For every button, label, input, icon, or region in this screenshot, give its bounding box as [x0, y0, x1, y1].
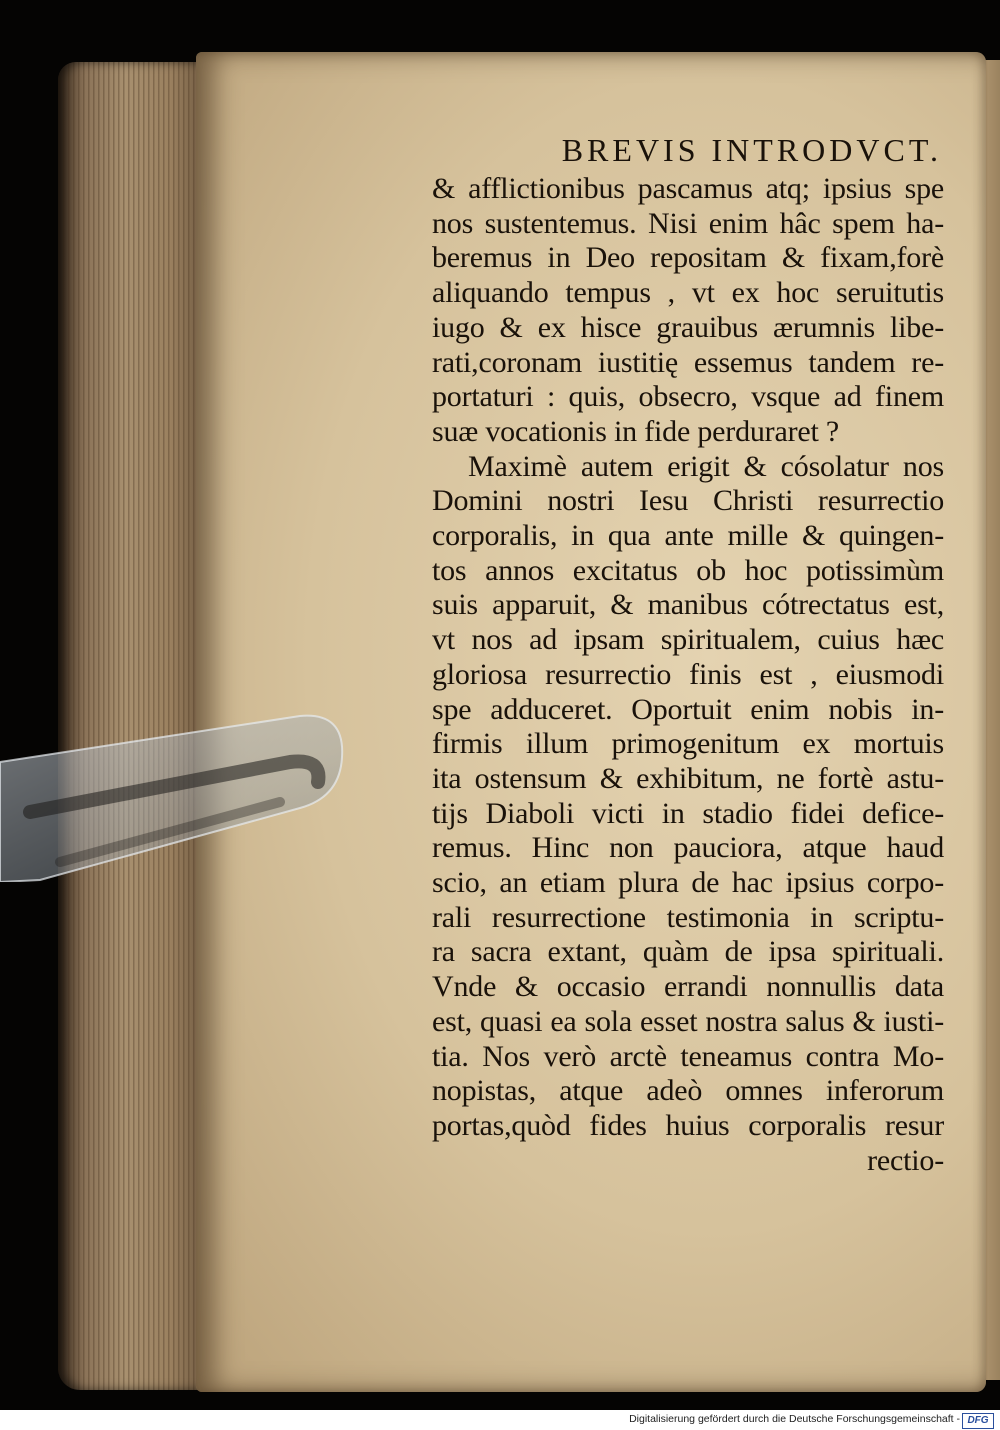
text-line: aliquando tempus , vt ex hoc seruitutis: [432, 276, 944, 310]
text-line: scio, an etiam plura de hac ipsius corpo-: [432, 866, 944, 900]
text-line: tos annos excitatus ob hoc potissimùm: [432, 553, 944, 587]
dfg-logo-icon: DFG: [962, 1413, 994, 1429]
text-line: est, quasi ea sola esset nostra salus & iusti-: [432, 1004, 944, 1038]
text-line: tijs Diaboli victi in stadio fidei defice-: [432, 796, 944, 830]
page-clip-image: [0, 712, 345, 882]
running-head: BREVIS INTRODVCT.: [561, 132, 942, 168]
page-text: [432, 128, 944, 1178]
text-line: ita ostensum & exhibitum, ne fortè astu-: [432, 761, 944, 795]
text-line: Vnde & occasio errandi nonnullis data: [432, 970, 944, 1004]
text-line: gloriosa resurrectio finis est , eiusmodi: [432, 657, 944, 691]
text-line: Domini nostri Iesu Christi resurrectio: [432, 484, 944, 518]
text-line: ra sacra extant, quàm de ipsa spirituali.: [432, 935, 944, 969]
text-line: beremus in Deo repositam & fixam,forè: [432, 241, 944, 275]
text-line: iugo & ex hisce grauibus ærumnis libe-: [432, 310, 944, 344]
text-line: tia. Nos verò arctè teneamus contra Mo-: [432, 1039, 944, 1073]
text-line: spe adduceret. Oportuit enim nobis in-: [432, 692, 944, 726]
footer-bar: [0, 1410, 1000, 1430]
text-line: nopistas, atque adeò omnes inferorum: [432, 1074, 944, 1108]
text-line: nos sustentemus. Nisi enim hâc spem ha-: [432, 206, 944, 240]
text-line: portaturi : quis, obsecro, vsque ad finem: [432, 380, 944, 414]
text-line: corporalis, in qua ante mille & quingen-: [432, 519, 944, 553]
text-line: rati,coronam iustitię essemus tandem re-: [432, 345, 944, 379]
catchword: rectio-: [867, 1143, 944, 1177]
text-line: rali resurrectione testimonia in scriptu-: [432, 900, 944, 934]
text-line: remus. Hinc non pauciora, atque haud: [432, 831, 944, 865]
text-line: Maximè autem erigit & cósolatur nos: [468, 449, 944, 483]
text-line: suis apparuit, & manibus cótrectatus est,: [432, 588, 944, 622]
funding-credit: Digitalisierung gefördert durch die Deutsche Forschungsgemeinschaft -: [629, 1413, 960, 1425]
text-line: portas,quòd fides huius corporalis resur: [432, 1108, 944, 1142]
text-line: vt nos ad ipsam spiritualem, cuius hæc: [432, 623, 944, 657]
text-line: & afflictionibus pascamus atq; ipsius spe: [432, 172, 944, 205]
text-line: firmis illum primogenitum ex mortuis: [432, 727, 944, 761]
text-line: suæ vocationis in fide perduraret ?: [432, 414, 840, 448]
